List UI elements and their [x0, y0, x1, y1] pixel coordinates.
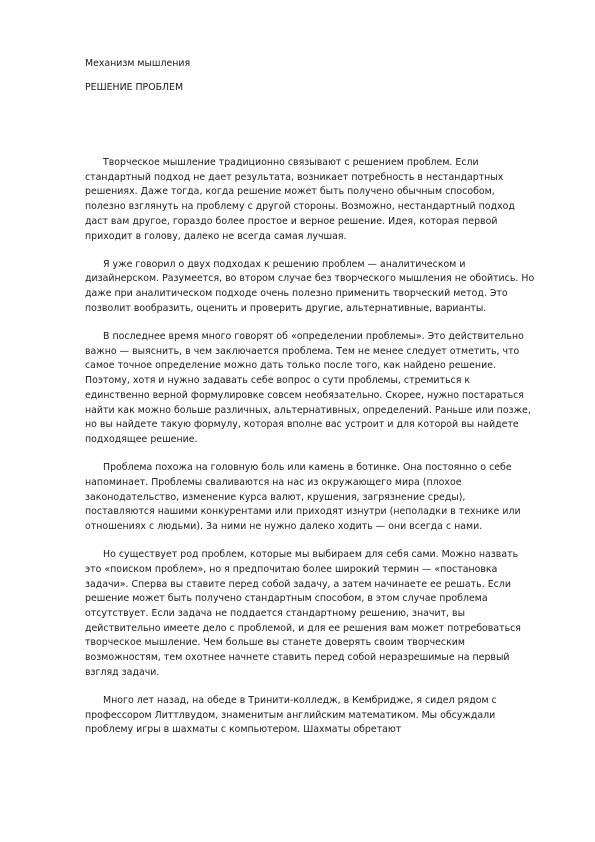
- document-subtitle: РЕШЕНИЕ ПРОБЛЕМ: [85, 82, 184, 93]
- document-title: Механизм мышления: [85, 58, 191, 69]
- paragraph-2: Я уже говорил о двух подходах к решению проблем — аналитическом и дизайнерском. Разумеется, во втором случае без творческого мышления не обойтись. Но даже при аналитическом подходе очень полезно применить творческий метод. Это позволит вообразить, оценить и проверить другие, альтернативные, варианты.: [85, 258, 535, 314]
- paragraph-3: В последнее время много говорят об «определении проблемы». Это действительно важно — выяснить, в чем заключается проблема. Тем не менее следует отметить, что самое точное определение можно дать только после того, как найдено решение. Поэтому, хотя и нужно задавать себе вопрос о сути проблемы, стремиться к единственно верной формулировке совсем необязательно. Скорее, нужно постараться найти как можно больше различных, альтернативных, определений. Раньше или позже, но вы найдете такую формулу, которая вполне вас устроит и для которой вы найдете подходящее решение.: [85, 331, 531, 445]
- paragraph-1: Творческое мышление традиционно связывают с решением проблем. Если стандартный подход не дает результата, возникает потребность в нестандартных решениях. Даже тогда, когда решение может быть получено обычным способом, полезно взглянуть на проблему с другой стороны. Возможно, нестандартный подход даст вам другое, гораздо более простое и верное решение. Идея, которая первой приходит в голову, далеко не всегда самая лучшая.: [85, 157, 515, 242]
- paragraph-5: Но существует род проблем, которые мы выбираем для себя сами. Можно назвать это «поиском проблем», но я предпочитаю более широкий термин — «постановка задачи». Сперва вы ставите перед собой задачу, а затем начинаете ее решать. Если решение может быть получено стандартным способом, в этом случае проблема отсутствует. Если задача не поддается стандартному решению, значит, вы действительно имеете дело с проблемой, и для ее решения вам может потребоваться творческое мышление. Чем больше вы станете доверять своим творческим возможностям, тем охотнее начнете ставить перед собой неразрешимые на первый взгляд задачи.: [85, 549, 521, 678]
- document-body: [85, 156, 537, 752]
- paragraph-4: Проблема похожа на головную боль или камень в ботинке. Она постоянно о себе напоминает. Проблемы сваливаются на нас из окружающего мира (плохое законодательство, изменение курса валют, крушения, загрязнение среды), поставляются нашими конкурентами или приходят изнутри (неполадки в технике или отношениях с людьми). За ними не нужно далеко ходить — они всегда с нами.: [85, 462, 521, 532]
- paragraph-6: Много лет назад, на обеде в Тринити-колледж, в Кембридже, я сидел рядом с профессором Литтлвудом, знаменитым английским математиком. Мы обсуждали проблему игры в шахматы с компьютером. Шахматы обретают: [85, 695, 497, 736]
